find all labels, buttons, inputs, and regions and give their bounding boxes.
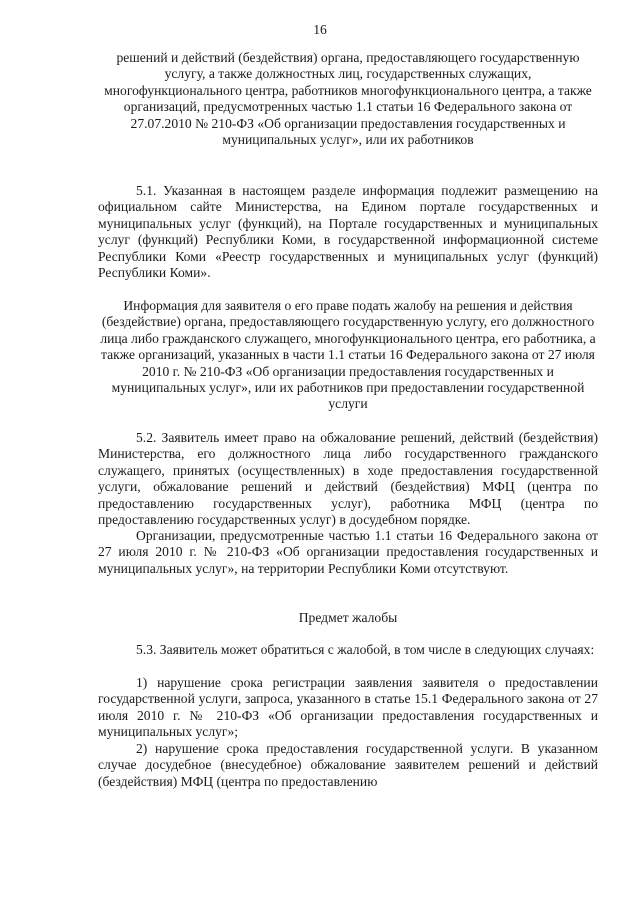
paragraph-5-2: 5.2. Заявитель имеет право на обжалование решений, действий (бездействия) Министерства, его должностного лица либо государственного гражданского служащего, принятых (осуществленных) в ходе предоставления государственной услуги, обжалование решений и действий (бездействия) МФЦ (центра по предоставлению государственных услуг), работника МФЦ (центра по предоставлению государственных услуг) в досудебном порядке.	[98, 430, 598, 528]
section-heading-right-to-complain: Информация для заявителя о его праве подать жалобу на решения и действия (бездействие) органа, предоставляющего государственную услугу, его должностного лица либо гражданского служащего, многофункционального центра, его работника, а также организаций, указанных в части 1.1 статьи 16 Федерального закона от 27 июля 2010 г. № 210-ФЗ «Об организации предоставления государственных и муниципальных услуг», или их работников при предоставлении государственной услуги	[100, 298, 596, 412]
list-item-1: 1) нарушение срока регистрации заявления заявителя о предоставлении государственной услуги, запроса, указанного в статье 15.1 Федерального закона от 27 июля 2010 г. № 210-ФЗ «Об организации предоставления государственных и муниципальных услуг»;	[98, 675, 598, 740]
paragraph-5-1: 5.1. Указанная в настоящем разделе информация подлежит размещению на официальном сайте Министерства, на Едином портале государственных и муниципальных услуг (функций), на Портале государственных и муниципальных услуг (функций) Республики Коми, в государственной информационной системе Республики Коми «Реестр государственных и муниципальных услуг (функций) Республики Коми».	[98, 183, 598, 281]
list-item-2: 2) нарушение срока предоставления государственной услуги. В указанном случае досудебное (внесудебное) обжалование заявителем решений и действий (бездействия) МФЦ (центра по предоставлению	[98, 741, 598, 789]
section-heading-complaint-subject: Предмет жалобы	[298, 610, 398, 625]
paragraph-organizations: Организации, предусмотренные частью 1.1 статьи 16 Федерального закона от 27 июля 2010 г. № 210-ФЗ «Об организации предоставления государственных и муниципальных услуг», на территории Республики Коми отсутствуют.	[98, 528, 598, 576]
paragraph-5-3: 5.3. Заявитель может обратиться с жалобой, в том числе в следующих случаях:	[136, 642, 595, 657]
page-number: 16	[313, 22, 327, 37]
section-heading-complaint-procedure: решений и действий (бездействия) органа, предоставляющего государственную услугу, а также должностных лиц, государственных служащих, многофункционального центра, работников многофункционального центра, а также организаций, предусмотренных частью 1.1 статьи 16 Федерального закона от 27.07.2010 № 210-ФЗ «Об организации предоставления государственных и муниципальных услуг», или их работников	[104, 50, 592, 148]
